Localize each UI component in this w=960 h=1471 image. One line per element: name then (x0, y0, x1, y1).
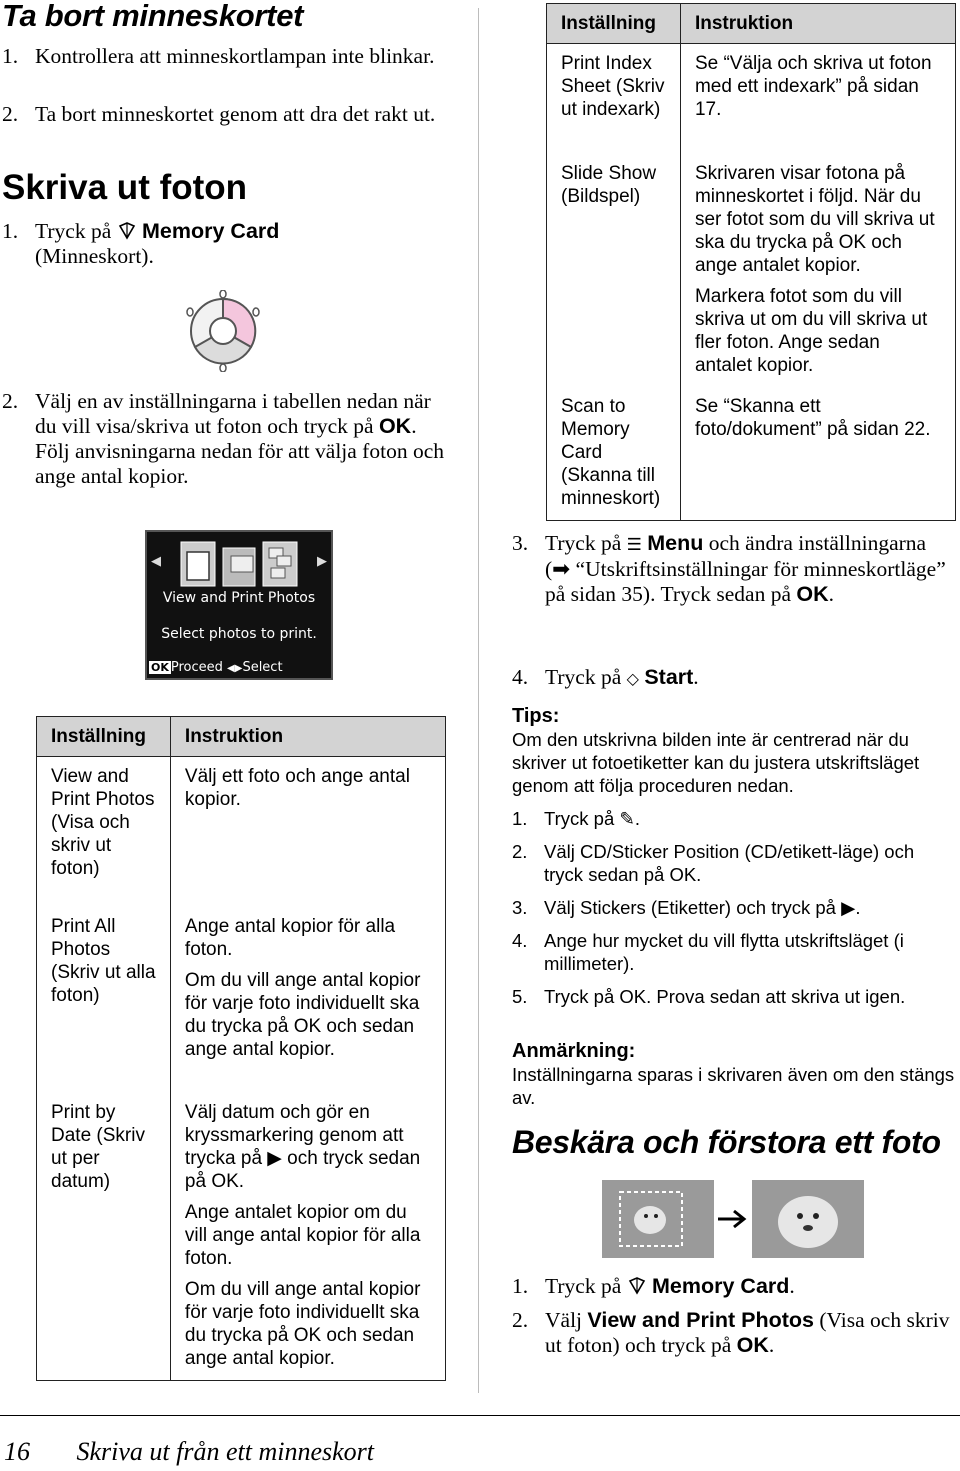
instruction-cell (170, 1093, 445, 1381)
item-number: 4. (512, 930, 528, 951)
item-text: Ange hur mycket du vill flytta utskriftsläget (i millimeter). (544, 930, 904, 974)
table-row (37, 907, 446, 1093)
instruction-text: Se “Välja och skriva ut foton med ett indexark” på sidan 17. (694, 53, 932, 120)
menu-label: Menu (647, 531, 704, 555)
step-text (545, 1308, 950, 1358)
instruction-text: Ange antal kopior för alla foton. (184, 915, 396, 960)
start-icon: ◇ (626, 671, 639, 688)
instruction-cell (680, 44, 955, 154)
instruction-cell (170, 907, 445, 1093)
lcd-title: View and Print Photos (162, 590, 316, 606)
item-number: 3. (512, 897, 528, 918)
memory-card-label: Memory Card (652, 1274, 790, 1298)
step-text (545, 531, 950, 607)
ok-label: OK (796, 582, 829, 606)
step-text (545, 665, 950, 692)
step-number: 1. (2, 44, 19, 68)
item-text: Tryck på OK. Prova sedan att skriva ut igen. (544, 986, 906, 1007)
item-number: 2. (512, 841, 528, 862)
select-arrows-icon: ◀▶ (227, 663, 243, 674)
footer-rule (0, 1415, 960, 1416)
select-label: Select (242, 660, 283, 675)
ok-badge: OK (151, 661, 169, 674)
instruction-text: Ange antalet kopior om du vill ange antal kopior för alla foton. (184, 1201, 421, 1269)
item-number: 1. (512, 808, 528, 829)
step-number: 3. (512, 531, 529, 555)
step-number: 2. (2, 389, 19, 413)
step-number: 2. (2, 102, 19, 126)
header-instruction: Instruktion (680, 4, 955, 44)
instruction-text: Välj ett foto och ange antal kopior. (184, 766, 410, 810)
table-row (547, 44, 956, 154)
footer-title: Skriva ut från ett minneskort (76, 1437, 375, 1466)
settings-table-right (546, 3, 956, 521)
note-box (512, 1040, 957, 1109)
step-post: . Följ anvisningarna nedan för att välja foton och ange antal kopior. (35, 414, 444, 488)
step-pre: Tryck på (35, 219, 112, 243)
header-instruction: Instruktion (170, 717, 445, 757)
setting-cell: Scan to Memory Card (Skanna till minneskort) (547, 387, 681, 521)
tips-heading: Tips: (512, 705, 560, 727)
step-post: (Visa och skriv ut foton) och tryck på (545, 1308, 950, 1357)
punct: . (789, 1274, 795, 1298)
setting-cell: Print All Photos (Skriv ut alla foton) (37, 907, 171, 1093)
step-text (35, 389, 445, 489)
tips-intro: Om den utskrivna bilden inte är centrerad när du skriver ut fotoetiketter kan du justera utskriftsläget genom att följa proceduren nedan. (512, 729, 920, 796)
setting-cell: View and Print Photos (Visa och skriv ut foton) (37, 757, 171, 907)
instruction-cell (170, 757, 445, 907)
tips-item (512, 896, 957, 919)
instruction-text: Välj datum och gör en kryssmarkering genom att trycka på ▶ och tryck sedan på OK. (184, 1101, 421, 1192)
lcd-screen (145, 530, 333, 680)
ok-label: OK (736, 1333, 769, 1357)
start-label: Start (644, 665, 694, 689)
memory-card-label: Memory Card (142, 219, 280, 243)
page-footer (4, 1437, 374, 1467)
header-setting: Inställning (547, 4, 681, 44)
instruction-text: Skrivaren visar fotona på minneskortet i följd. När du ser fotot som du vill skriva ut ska du trycka på OK och ange antalet kopior. (694, 162, 935, 276)
step-number: 1. (512, 1274, 529, 1298)
step-pre: Tryck på (545, 1274, 622, 1298)
instruction-text: Markera fotot som du vill skriva ut om du vill skriva ut fler foton. Ange sedan antalet kopior. (694, 285, 928, 376)
heading-print-photos: Skriva ut foton (2, 168, 248, 207)
step-pre: Välj (545, 1308, 583, 1332)
step-ref: (➡ “Utskriftsinställningar för minneskortläge” på sidan 35). Tryck sedan på (545, 557, 946, 606)
lcd-footer (149, 660, 283, 675)
instruction-text: Om du vill ange antal kopior för varje foto individuellt ska du trycka på OK och sedan ange antal kopior. (184, 1278, 421, 1369)
step-pre: Välj en av inställningarna i tabellen nedan när du vill visa/skriva ut foton och tryck på (35, 389, 431, 438)
tips-item (512, 840, 957, 886)
left-arrow-icon: ◀ (151, 554, 161, 569)
step-text: Ta bort minneskortet genom att dra det rakt ut. (35, 102, 436, 126)
memory-card-icon (627, 1277, 647, 1295)
memory-card-icon (117, 222, 137, 240)
page-number: 16 (4, 1437, 30, 1466)
instruction-cell (680, 154, 955, 387)
instruction-cell (680, 387, 955, 521)
menu-icon: ☰ (626, 535, 642, 554)
step-number: 4. (512, 665, 529, 689)
crop-illustration-icon (602, 1180, 864, 1258)
tips-box (512, 705, 957, 1008)
step-pre: Tryck på (545, 665, 622, 689)
table-row (37, 1093, 446, 1381)
instruction-text: Om du vill ange antal kopior för varje foto individuellt ska du trycka på OK och sedan ange antal kopior. (184, 969, 421, 1060)
heading-crop: Beskära och förstora ett foto (512, 1124, 941, 1160)
lcd-prompt: Select photos to print. (161, 626, 317, 642)
instruction-text: Se “Skanna ett foto/dokument” på sidan 22. (694, 395, 931, 440)
step-number: 1. (2, 219, 19, 243)
settings-table-left (36, 716, 446, 1381)
header-setting: Inställning (37, 717, 171, 757)
note-text: Inställningarna sparas i skrivaren även om den stängs av. (512, 1064, 955, 1108)
setting-cell: Slide Show (Bildspel) (547, 154, 681, 387)
step-text (35, 219, 445, 269)
right-arrow-icon: ▶ (317, 554, 327, 569)
tips-item (512, 929, 957, 975)
step-post: (Minneskort). (35, 244, 154, 268)
setting-cell: Print by Date (Skriv ut per datum) (37, 1093, 171, 1381)
setting-cell: Print Index Sheet (Skriv ut indexark) (547, 44, 681, 154)
step-post: och ändra inställningarna (708, 531, 927, 555)
step-number: 2. (512, 1308, 529, 1332)
step-text: Kontrollera att minneskortlampan inte blinkar. (35, 44, 435, 68)
table-row (547, 154, 956, 387)
ok-label: OK (378, 414, 412, 438)
item-text: Välj Stickers (Etiketter) och tryck på ▶. (544, 897, 861, 918)
punct: . (828, 582, 835, 606)
step-pre: Tryck på (545, 531, 622, 555)
table-row (37, 757, 446, 907)
punct: . (693, 665, 699, 689)
mode-dial-icon (182, 290, 264, 372)
item-text: Tryck på ✎. (544, 808, 641, 829)
view-print-label: View and Print Photos (587, 1308, 814, 1332)
proceed-label: Proceed (170, 660, 223, 675)
note-heading: Anmärkning: (512, 1040, 636, 1062)
table-row (547, 387, 956, 521)
print-step-1 (2, 219, 452, 269)
heading-remove-card: Ta bort minneskortet (2, 0, 304, 33)
column-divider (478, 8, 479, 1393)
punct: . (768, 1333, 775, 1357)
step-text (545, 1274, 950, 1299)
tips-item (512, 985, 957, 1008)
item-text: Välj CD/Sticker Position (CD/etikett-läge) och tryck sedan på OK. (544, 841, 915, 885)
item-number: 5. (512, 986, 528, 1007)
tips-item (512, 807, 957, 830)
